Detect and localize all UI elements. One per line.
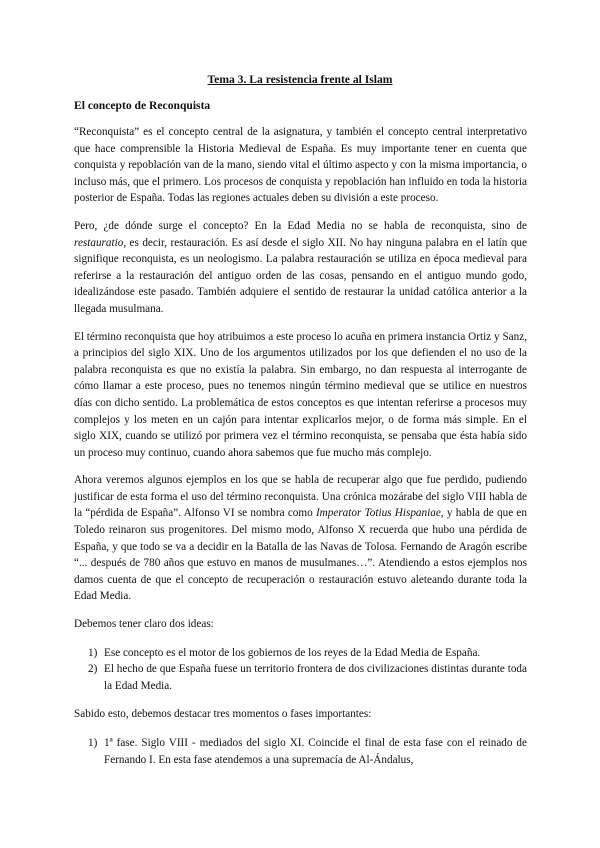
paragraph-1: “Reconquista” es el concepto central de la asignatura, y también el concepto central interpretativo que hace comprensible la Historia Medieval de España. Es muy importante tener en cuenta que conquista y repoblación van de la mano, siendo vital el último aspecto y con la misma importancia, o incluso más, que el primero. Los procesos de conquista y repoblación han influido en toda la historia posterior de España. Todas las regiones actuales deben su división a este proceso. — [74, 126, 527, 205]
paragraph-2-text-a: Pero, ¿de dónde surge el concepto? En la Edad Media no se habla de reconquista, sino de — [74, 219, 527, 232]
phases-intro: Sabido esto, debemos destacar tres momentos o fases importantes: — [74, 708, 372, 721]
paragraph-2-emphasis: restauratio — [74, 236, 124, 249]
page-title: Tema 3. La resistencia frente al Islam — [207, 73, 393, 86]
ideas-intro: Debemos tener claro dos ideas: — [74, 618, 214, 631]
list-item-number: 1) — [88, 737, 98, 749]
paragraph-3: El término reconquista que hoy atribuimos a este proceso lo acuña en primera instancia Ortiz y Sanz, a principios del siglo XIX. Uno de los argumentos utilizados por los que defienden el no uso de la palabra reconquista es que no existía la palabra. Sin embargo, no dan respuesta al interrogante de cómo llamar a este proceso, pues no tenemos ningún término medieval que se utilice en nuestros días con dicho sentido. La problemática de estos conceptos es que intentan referirse a procesos muy complejos y los meten en un cajón para intentar explicarlos mejor, o de forma más simple. En el siglo XIX, cuando se utilizó por primera vez el término reconquista, se pensaba que ésta había sido un proceso muy continuo, cuando ahora sabemos que fue mucho más complejo. — [74, 330, 527, 459]
list-item-number: 1) — [88, 646, 98, 659]
paragraph-4-emphasis: Imperator Totius Hispaniae — [315, 507, 441, 520]
ideas-list — [74, 645, 527, 695]
list-item — [74, 735, 527, 768]
list-item — [74, 661, 527, 694]
phases-list — [74, 735, 527, 768]
paragraph-2-text-b: , es decir, restauración. Es así desde el siglo XII. No hay ninguna palabra en el latín que signifique reconquista, es un neologismo. La palabra restauración se utiliza en época medieval para referirse a la restauración del antiguo orden de las cosas, pensando en el antiguo mundo godo, idealizándose este pasado. También adquiere el sentido de restaurar la unidad católica anterior a la llegada musulmana. — [74, 236, 527, 315]
paragraph-4-text-b: , y habla de que en Toledo reinaron sus progenitores. Del mismo modo, Alfonso X recuerda que hubo una pérdida de España, y que todo se va a decidir en la Batalla de las Navas de Tolosa. Fernando de Aragón escribe “... después de 780 años que estuvo en manos de musulmanes…”. Atendiendo a estos ejemplos nos damos cuenta de que el concepto de recuperación o restauración estuvo aleteando durante toda la Edad Media. — [74, 507, 527, 603]
document-body — [74, 124, 527, 780]
list-item-text: 1ª fase. Siglo VIII - mediados del siglo XI. Coincide el final de esta fase con el reinado de Fernando I. En esta fase atendemos a una supremacía de Al-Ándalus, — [104, 737, 527, 766]
list-item-text: El hecho de que España fuese un territorio frontera de dos civilizaciones distintas durante toda la Edad Media. — [104, 663, 527, 692]
list-item-text: Ese concepto es el motor de los gobiernos de los reyes de la Edad Media de España. — [104, 646, 481, 659]
paragraph-2 — [74, 218, 527, 318]
paragraph-4 — [74, 472, 527, 605]
list-item-number: 2) — [88, 663, 98, 676]
section-heading: El concepto de Reconquista — [74, 99, 211, 112]
paragraph-4-text-a: Ahora veremos algunos ejemplos en los que se habla de recuperar algo que fue perdido, pudiendo justificar de esta forma el uso del término reconquista. Una crónica mozárabe del siglo VIII habla de la “pérdida de España”. Alfonso VI se nombra como — [74, 474, 527, 520]
list-item — [74, 645, 527, 662]
